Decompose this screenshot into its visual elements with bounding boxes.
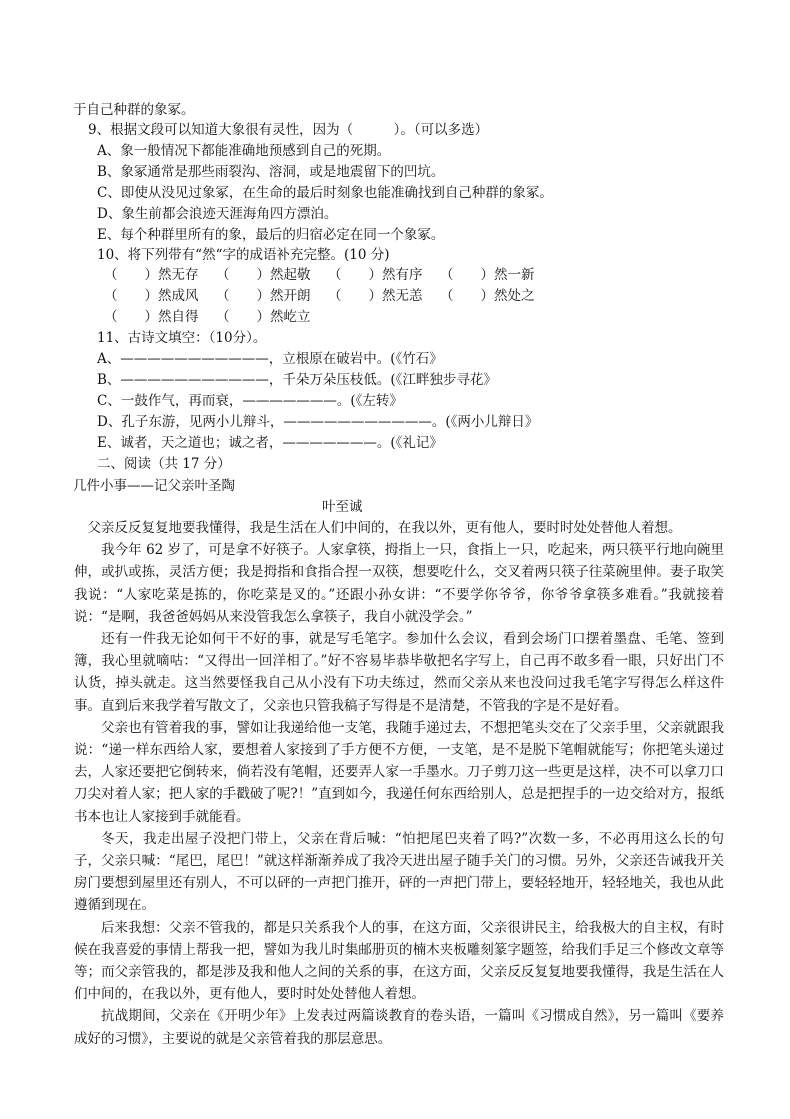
article-paragraph: 我今年 62 岁了，可是拿不好筷子。人家拿筷，拇指上一只，食指上一只，吃起来，两只筷平行地向碗里伸，或扒或拣，灵活方便；我是拇指和食指合捏一双筷，想要吃什么，交叉着两只筷子往菜碗里伸。妻子取笑我说：“人家吃菜是拣的，你吃菜是叉的。”还跟小孙女讲：“不要学你爷爷，你爷爷拿筷多难看。”我就接着说：“是啊，我爸爸妈妈从来没管我怎么拿筷子，我自小就没学会。” xyxy=(74,542,724,625)
idiom-row xyxy=(104,307,552,328)
question-9-stem: 9、根据文段可以知道大象很有灵性，因为（ ）。（可以多选） xyxy=(88,122,489,138)
poem-blank-c: C、一鼓作气，再而衰，———————。(《左转》 xyxy=(97,393,403,409)
idiom-blank: （ ）然开朗 xyxy=(216,288,311,304)
poem-blank-e: E、诚者，天之道也；诚之者，———————。(《礼记》 xyxy=(97,435,443,451)
article-paragraph: 冬天，我走出屋子没把门带上，父亲在背后喊：“怕把尾巴夹着了吗?”次数一多，不必再用这么长的句子，父亲只喊：“尾巴，尾巴！”就这样渐渐养成了我冷天进出屋子随手关门的习惯。另外，父亲还告诫我开关房门要想到屋里还有别人，不可以砰的一声把门推开，砰的一声把门带上，要轻轻地开，轻轻地关，我也从此遵循到现在。 xyxy=(74,830,724,914)
article-body xyxy=(74,517,724,1050)
idiom-blank: （ ）然成风 xyxy=(104,288,199,304)
idiom-grid xyxy=(104,265,552,328)
question-9-option-c: C、即使从没见过象冢，在生命的最后时刻象也能准确找到自己种群的象冢。 xyxy=(97,185,553,201)
idiom-blank: （ ）然有序 xyxy=(328,267,423,283)
question-9-option-e: E、每个种群里所有的象，最后的归宿必定在同一个象冢。 xyxy=(97,227,445,243)
poem-blank-d: D、孔子东游，见两小儿辩斗，———————————。(《两小儿辩日》 xyxy=(97,414,539,430)
question-9-option-a: A、象一般情况下都能准确地预感到自己的死期。 xyxy=(97,143,391,159)
question-10-stem: 10、将下列带有“然“字的成语补充完整。(10 分) xyxy=(97,247,390,263)
intro-line: 于自己种群的象冢。 xyxy=(73,102,195,118)
idiom-row xyxy=(104,286,552,307)
section-heading: 二、阅读（共 17 分） xyxy=(97,456,231,472)
question-11-stem: 11、古诗文填空：（10分）。 xyxy=(97,330,267,346)
idiom-blank: （ ）然无恙 xyxy=(328,288,423,304)
article-paragraph: 后来我想：父亲不管我的，都是只关系我个人的事，在这方面，父亲很讲民主，给我极大的自主权，有时候在我喜爱的事情上帮我一把，譬如为我儿时集邮册页的楠木夹板雕刻篆字题签，给我们手足三个修改文章等等；而父亲管我的，都是涉及我和他人之间的关系的事，在这方面，父亲反反复复地要我懂得，我是生活在人们中间的，在我以外，更有他人，要时时处处替他人着想。 xyxy=(74,919,724,1003)
idiom-blank: （ ）然无存 xyxy=(104,267,199,283)
idiom-blank: （ ）然起敬 xyxy=(216,267,311,283)
idiom-row xyxy=(104,265,552,286)
article-title: 几件小事——记父亲叶圣陶 xyxy=(73,478,235,494)
article-paragraph: 父亲也有管着我的事，譬如让我递给他一支笔，我随手递过去，不想把笔头交在了父亲手里，父亲就跟我说：“递一样东西给人家，要想着人家接到了手方便不方便，一支笔，是不是脱下笔帽就能写；你把笔头递过去，人家还要把它倒转来，倘若没有笔帽，还要弄人家一手墨水。刀子剪刀这一些更是这样，决不可以拿刀口刀尖对着人家；把人家的手戳破了呢?！”直到如今，我递任何东西给别人，总是把捏手的一边交给对方，报纸书本也让人家接到手就能看。 xyxy=(74,719,724,825)
idiom-blank: （ ）然一新 xyxy=(440,267,535,283)
poem-blank-a: A、———————————，立根原在破岩中。(《竹石》 xyxy=(97,351,443,367)
poem-blank-b: B、———————————，千朵万朵压枝低。(《江畔独步寻花》 xyxy=(97,372,497,388)
idiom-blank: （ ）然屹立 xyxy=(216,309,311,325)
question-9-option-d: D、象生前都会浪迹天涯海角四方漂泊。 xyxy=(97,206,338,222)
article-paragraph: 还有一件我无论如何干不好的事，就是写毛笔字。参加什么会议，看到会场门口摆着墨盘、毛笔、签到簿，我心里就嘀咕：“又得出一回洋相了。”好不容易毕恭毕敬把名字写上，自己再不敢多看一眼，只好出门不认货，掉头就走。这当然要怪我自己从小没有下功夫练过，然而父亲从来也没问过我毛笔字写得怎么样这件事。直到后来我学着写散文了，父亲也只管我稿子写得是不是清楚，不管我的字是不是好看。 xyxy=(74,631,724,714)
idiom-blank: （ ）然处之 xyxy=(440,288,535,304)
article-author: 叶至诚 xyxy=(322,499,363,515)
article-paragraph: 父亲反反复复地要我懂得，我是生活在人们中间的，在我以外，更有他人，要时时处处替他人着想。 xyxy=(87,520,682,536)
article-paragraph: 抗战期间，父亲在《开明少年》上发表过两篇谈教育的卷头语，一篇叫《习惯成自然》，另一篇叫《要养成好的习惯》，主要说的就是父亲管着我的那层意思。 xyxy=(74,1008,724,1047)
question-9-option-b: B、象冢通常是那些雨裂沟、溶洞，或是地震留下的凹坑。 xyxy=(97,164,445,180)
idiom-blank: （ ）然自得 xyxy=(104,309,199,325)
